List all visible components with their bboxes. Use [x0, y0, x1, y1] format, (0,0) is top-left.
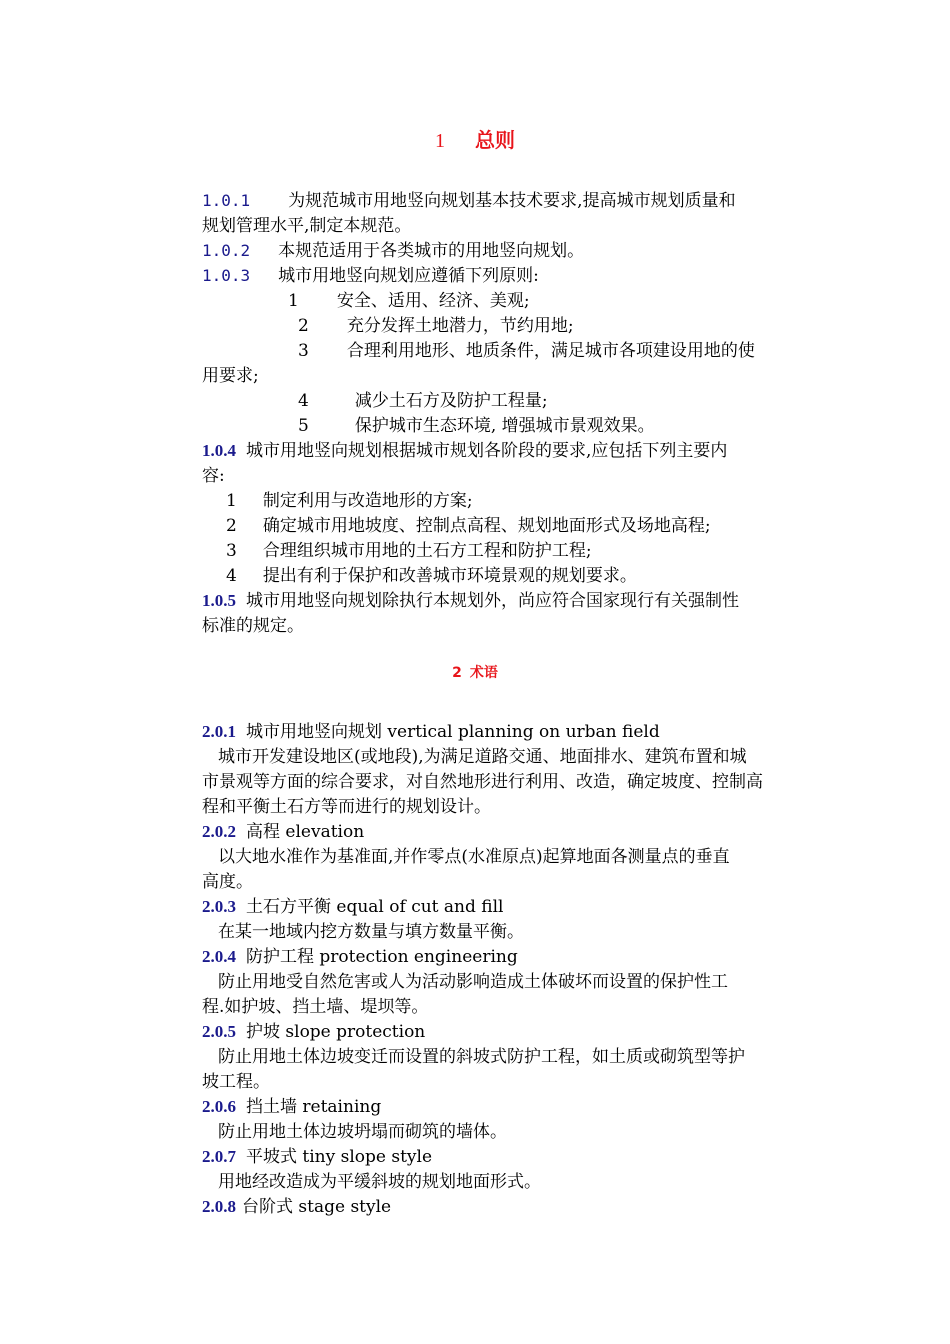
term-name: 护坡 slope protection — [246, 1022, 426, 1042]
term-2-0-6 — [202, 1095, 381, 1119]
term-number: 2.0.1 — [202, 722, 236, 741]
term-name: 高程 elevation — [246, 822, 365, 842]
item-text: 确定城市用地坡度、控制点高程、规划地面形式及场地高程; — [262, 516, 711, 536]
item-text: 减少土石方及防护工程量; — [354, 391, 548, 411]
clause-text: 城市用地竖向规划根据城市规划各阶段的要求,应包括下列主要内 — [246, 441, 728, 461]
principle-item — [298, 414, 655, 438]
item-number: 4 — [298, 391, 309, 411]
item-text: 制定利用与改造地形的方案; — [262, 491, 473, 511]
clause-1-0-3 — [202, 264, 539, 288]
item-number: 5 — [298, 416, 309, 436]
section-1-title: 总则 — [475, 130, 515, 152]
term-number: 2.0.5 — [202, 1022, 236, 1041]
section-2-heading — [0, 662, 950, 682]
item-number: 2 — [226, 516, 237, 536]
content-item — [226, 514, 711, 538]
term-definition: 以大地水准作为基准面,并作零点(水准原点)起算地面各测量点的垂直 — [218, 847, 730, 867]
clause-text: 为规范城市用地竖向规划基本技术要求,提高城市规划质量和 — [288, 191, 736, 211]
section-1-number: 1 — [435, 130, 445, 152]
term-2-0-8 — [202, 1195, 391, 1219]
term-2-0-7 — [202, 1145, 432, 1169]
item-number: 1 — [288, 291, 299, 311]
clause-text: 本规范适用于各类城市的用地竖向规划。 — [278, 241, 585, 261]
item-text: 提出有利于保护和改善城市环境景观的规划要求。 — [262, 566, 637, 586]
term-number: 2.0.4 — [202, 947, 236, 966]
term-number: 2.0.6 — [202, 1097, 236, 1116]
principle-item — [298, 339, 755, 363]
clause-1-0-5-cont — [202, 614, 304, 638]
clause-1-0-5 — [202, 589, 739, 613]
section-2-title: 术语 — [469, 665, 498, 681]
term-number: 2.0.3 — [202, 897, 236, 916]
term-definition: 程.如护坡、挡土墙、堤坝等。 — [202, 997, 429, 1017]
term-name: 土石方平衡 equal of cut and fill — [246, 897, 504, 917]
clause-text: 城市用地竖向规划除执行本规划外，尚应符合国家现行有关强制性 — [246, 591, 739, 611]
term-2-0-5 — [202, 1020, 425, 1044]
item-number: 3 — [298, 341, 309, 361]
item-number: 3 — [226, 541, 237, 561]
clause-number: 1.0.4 — [202, 441, 236, 460]
clause-text-cont: 标准的规定。 — [202, 616, 304, 636]
item-number: 1 — [226, 491, 237, 511]
term-definition: 防止用地受自然危害或人为活动影响造成土体破坏而设置的保护性工 — [218, 972, 728, 992]
content-item — [226, 539, 592, 563]
term-name: 平坡式 tiny slope style — [246, 1147, 433, 1167]
term-2-0-1 — [202, 720, 660, 744]
clause-text: 城市用地竖向规划应遵循下列原则: — [278, 266, 539, 286]
clause-number: 1.0.1 — [202, 191, 251, 210]
clause-1-0-4 — [202, 439, 727, 463]
clause-1-0-1-cont — [202, 214, 411, 238]
item-number: 4 — [226, 566, 237, 586]
term-number: 2.0.7 — [202, 1147, 236, 1166]
clause-text-cont: 规划管理水平,制定本规范。 — [202, 216, 412, 236]
term-name: 台阶式 stage style — [242, 1197, 392, 1217]
item-text: 合理组织城市用地的土石方工程和防护工程; — [262, 541, 592, 561]
term-name: 挡土墙 retaining — [246, 1097, 382, 1117]
principle-item-cont — [202, 364, 259, 388]
term-definition: 用地经改造成为平缓斜坡的规划地面形式。 — [218, 1172, 541, 1192]
clause-1-0-1 — [202, 189, 736, 213]
term-2-0-4 — [202, 945, 518, 969]
term-definition: 防止用地土体边坡变迁而设置的斜坡式防护工程，如土质或砌筑型等护 — [218, 1047, 745, 1067]
principle-item — [298, 389, 548, 413]
term-definition: 在某一地域内挖方数量与填方数量平衡。 — [218, 922, 524, 942]
term-2-0-2 — [202, 820, 364, 844]
term-number: 2.0.8 — [202, 1197, 236, 1216]
clause-number: 1.0.2 — [202, 241, 251, 260]
term-name: 城市用地竖向规划 vertical planning on urban field — [246, 722, 660, 742]
content-item — [226, 489, 473, 513]
term-name: 防护工程 protection engineering — [246, 947, 518, 967]
clause-1-0-2 — [202, 239, 584, 263]
principle-item — [288, 289, 530, 313]
item-text: 合理利用地形、地质条件，满足城市各项建设用地的使 — [346, 341, 755, 361]
section-1-heading — [0, 124, 950, 153]
term-definition: 城市开发建设地区(或地段),为满足道路交通、地面排水、建筑布置和城 — [218, 747, 747, 767]
clause-text-cont: 容: — [202, 466, 225, 486]
term-number: 2.0.2 — [202, 822, 236, 841]
item-number: 2 — [298, 316, 309, 336]
term-definition: 坡工程。 — [202, 1072, 270, 1092]
item-text: 充分发挥土地潜力，节约用地; — [346, 316, 574, 336]
item-text: 安全、适用、经济、美观; — [336, 291, 530, 311]
term-definition: 市景观等方面的综合要求，对自然地形进行利用、改造，确定坡度、控制高 — [202, 772, 763, 792]
term-definition: 高度。 — [202, 872, 253, 892]
clause-number: 1.0.5 — [202, 591, 236, 610]
item-text-cont: 用要求; — [202, 366, 259, 386]
term-definition: 防止用地土体边坡坍塌而砌筑的墙体。 — [218, 1122, 507, 1142]
section-2-number: 2 — [452, 665, 462, 681]
clause-number: 1.0.3 — [202, 266, 251, 285]
term-definition: 程和平衡土石方等而进行的规划设计。 — [202, 797, 491, 817]
clause-1-0-4-cont — [202, 464, 225, 488]
item-text: 保护城市生态环境, 增强城市景观效果。 — [354, 416, 655, 436]
content-item — [226, 564, 637, 588]
principle-item — [298, 314, 574, 338]
term-2-0-3 — [202, 895, 504, 919]
